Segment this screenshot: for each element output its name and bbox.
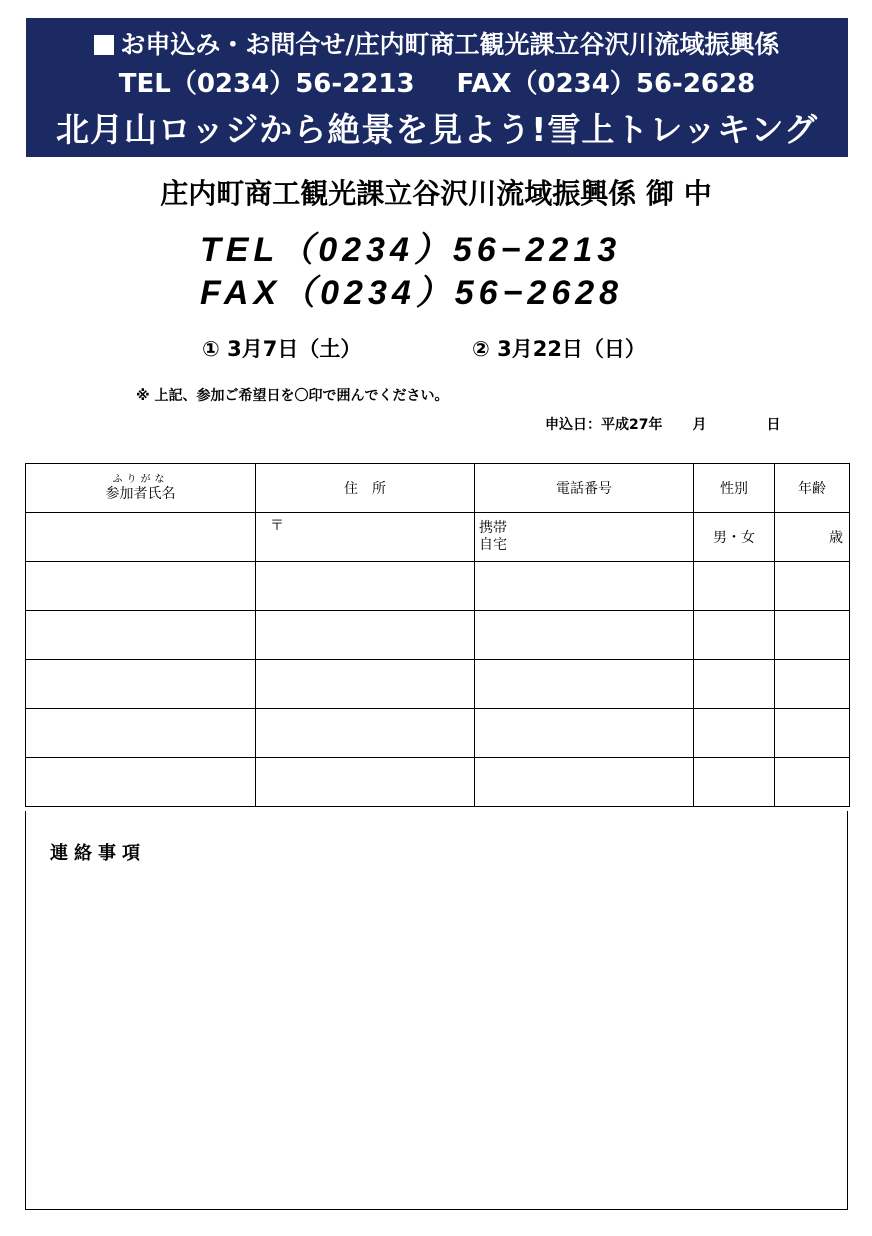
age-cell[interactable] [775,562,850,611]
gender-cell[interactable] [694,562,775,611]
banner-tel: TEL（0234）56-2213 [118,69,415,99]
age-cell[interactable] [775,611,850,660]
inquiry-line [26,26,848,64]
phone-cell[interactable] [475,611,694,660]
contact-notes-box[interactable] [25,811,848,1210]
mobile-label: 携帯 [479,520,507,536]
age-header: 年齢 [775,464,850,513]
name-cell[interactable] [26,709,256,758]
gender-cell[interactable] [694,611,775,660]
date-option-2[interactable]: ② 3月22日（日） [472,337,646,361]
table-row [26,758,850,807]
phone-cell[interactable] [475,562,694,611]
inquiry-text: お申込み・お問合せ/庄内町商工観光課立谷沢川流域振興係 [120,30,780,59]
address-header: 住 所 [256,464,475,513]
address-cell[interactable] [256,562,475,611]
recipient: 庄内町商工観光課立谷沢川流域振興係 御 中 [160,177,712,210]
name-cell[interactable] [26,513,256,562]
gender-cell[interactable] [694,709,775,758]
address-cell[interactable] [256,758,475,807]
name-cell[interactable] [26,562,256,611]
name-header [26,464,256,513]
apply-date-label: 申込日：平成27年 [545,417,663,433]
table-row [26,660,850,709]
header-banner [26,18,848,157]
fax-number: FAX（0234）56−2628 [200,274,624,312]
table-row [26,562,850,611]
event-title: 北月山ロッジから絶景を見よう!雪上トレッキング [55,110,819,149]
address-cell[interactable] [256,611,475,660]
phone-cell[interactable] [475,513,694,562]
instruction-note: ※ 上記、参加ご希望日を〇印で囲んでください。 [136,388,449,404]
square-bullet-icon [94,35,114,55]
name-cell[interactable] [26,660,256,709]
address-cell[interactable] [256,513,475,562]
gender-cell[interactable]: 男・女 [694,513,775,562]
address-cell[interactable] [256,660,475,709]
age-cell[interactable] [775,660,850,709]
home-label: 自宅 [479,537,507,553]
name-header-label: 参加者氏名 [105,486,176,502]
name-cell[interactable] [26,611,256,660]
table-header-row [26,464,850,513]
age-cell[interactable]: 歳 [775,513,850,562]
age-cell[interactable] [775,758,850,807]
table-row [26,709,850,758]
phone-cell[interactable] [475,660,694,709]
banner-contact-line [26,66,848,102]
gender-header: 性別 [694,464,775,513]
age-cell[interactable] [775,709,850,758]
gender-cell[interactable] [694,660,775,709]
furigana-label: ふりがな [112,474,169,485]
banner-fax: FAX（0234）56-2628 [456,69,756,99]
gender-cell[interactable] [694,758,775,807]
apply-month-label: 月 [692,417,707,433]
phone-cell[interactable] [475,758,694,807]
postal-mark: 〒 [270,518,284,534]
table-row [26,513,850,562]
address-cell[interactable] [256,709,475,758]
tel-number: TEL（0234）56−2213 [200,231,622,269]
table-row [26,611,850,660]
phone-cell[interactable] [475,709,694,758]
application-date [545,414,780,434]
apply-day-label: 日 [766,417,781,433]
contact-notes-title: 連絡事項 [50,843,146,864]
phone-header: 電話番号 [475,464,694,513]
date-option-1[interactable]: ① 3月7日（土） [202,337,362,361]
participant-table [25,463,850,807]
name-cell[interactable] [26,758,256,807]
